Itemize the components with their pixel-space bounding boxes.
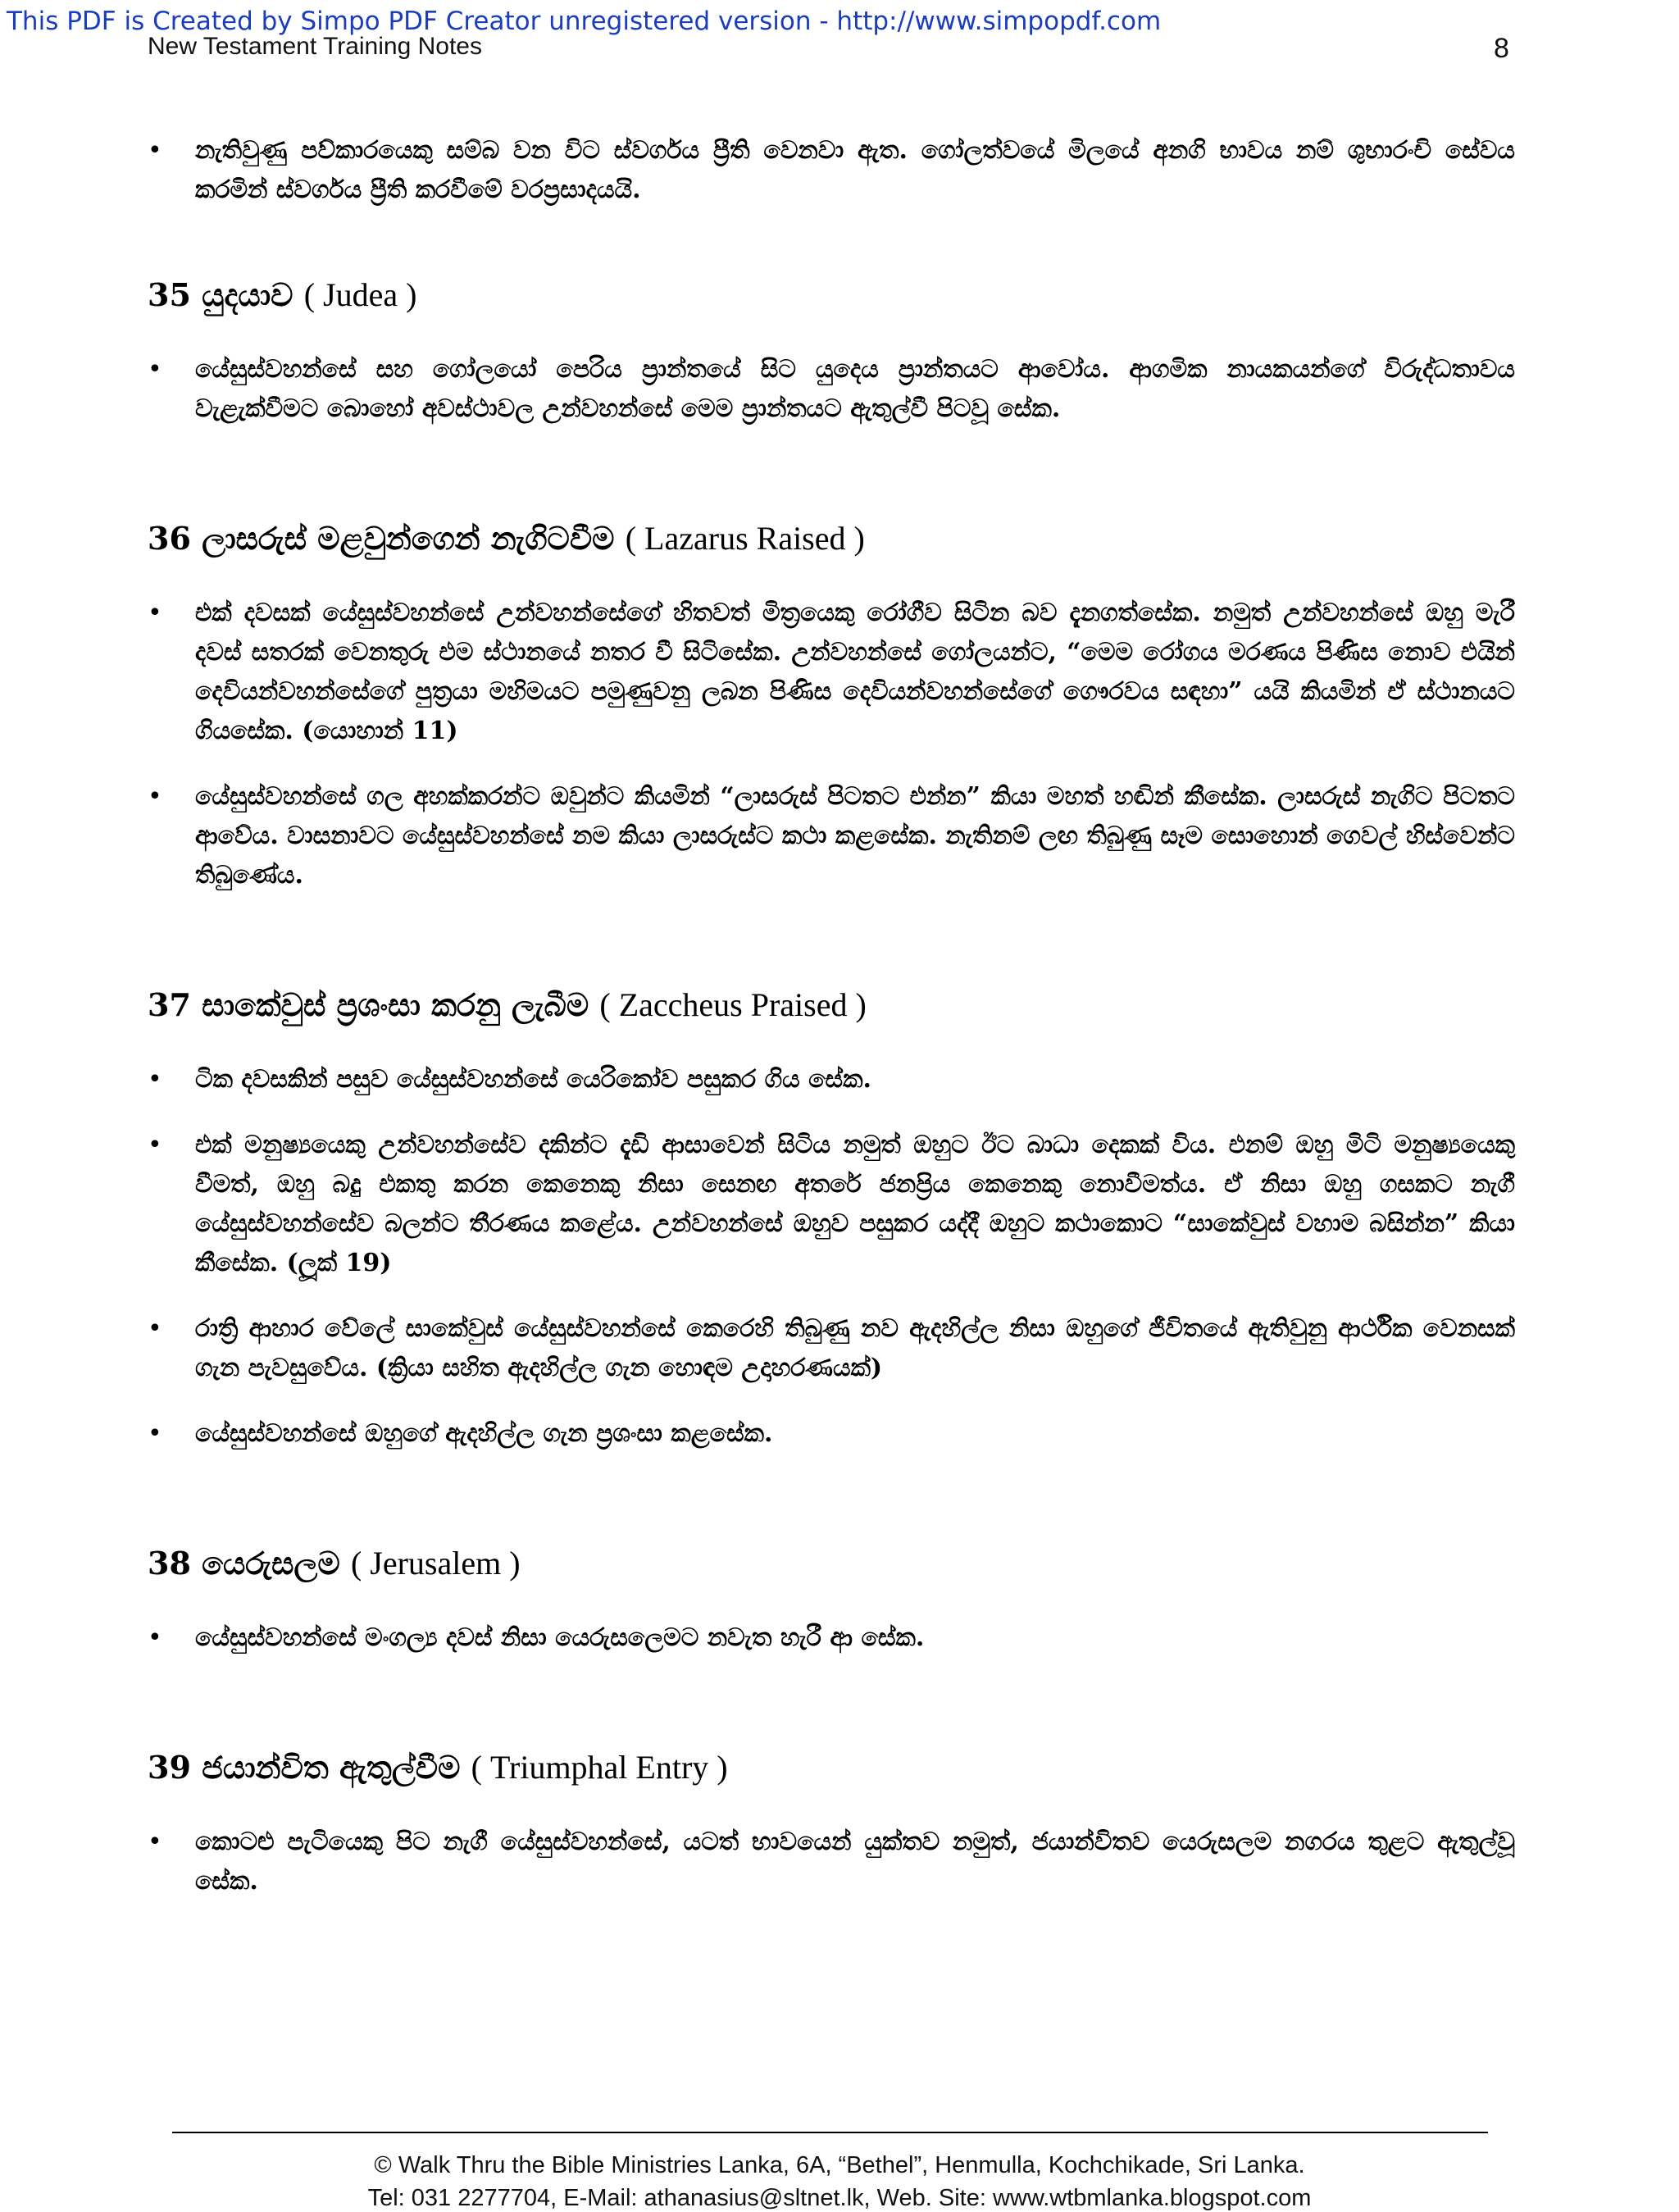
bullet-dot: • — [148, 1623, 162, 1652]
footer-divider — [172, 2132, 1488, 2133]
bullet-dot: • — [148, 599, 162, 627]
running-header-title: New Testament Training Notes — [148, 33, 482, 60]
bullet-text: එක් මනුෂ්‍යයෙකු උන්වහන්සේව දකින්ට දැඩි ආසාවෙන් සිටිය නමුත් ඔහුට ඊට බාධා දෙකක් විය. එනම් ඔහු මිටි මනුෂ්‍යයෙකු වීමත්, ඔහු බදු එකතු කරන කෙනෙකු නිසා සෙනඟ අතරේ ජනප්‍රිය කෙනෙකු නොවීමත්ය. ඒ නිසා ඔහු ගසකට නැගී යේසුස්වහන්සේව බලන්ට තීරණය කළේය. උන්වහන්සේ ඔහුව පසුකර යද්දී ඔහුට කථාකොට “සාකේවුස් වහාම බසින්න” කියා කීසේක. (ලූක් 19) — [195, 1131, 1515, 1277]
section-36-bullet — [148, 594, 1515, 751]
bullet-text: යේසුස්වහන්සේ ගල අහක්කරන්ට ඔවුන්ට කියමින් “ලාසරුස් පිටතට එන්න” කියා මහත් හඬින් කීසේක. ලාසරුස් නැගිට පිටතට ආවේය. වාසනාවට යේසුස්වහන්සේ නම කියා ලාසරුස්ට කථා කළසේක. නැතිනම් ලඟ තිබුණු සෑම සොහොන් ගෙවල් හිස්වෙන්ට තිබුණේය. — [195, 782, 1515, 890]
bullet-text: යේසුස්වහන්සේ සහ ගෝලයෝ පෙරිය ප්‍රාන්තයේ සිට යුදෙය ප්‍රාන්තයට ආවෝය. ආගමික නායකයන්ගේ විරුද්ධතාවය වැළැක්වීමට බොහෝ අවස්ථාවල උන්වහන්සේ මෙම ප්‍රාන්තයට ඇතුල්වී පිටවූ සේක. — [195, 355, 1515, 423]
bullet-dot: • — [148, 1065, 162, 1094]
bullet-dot: • — [148, 1419, 162, 1448]
intro-bullet — [148, 131, 1515, 210]
section-heading-37: 37 සාකේවුස් ප්‍රශංසා කරනු ලැබීම ( Zaccheus Praised ) — [148, 986, 867, 1023]
footer-copyright: © Walk Thru the Bible Ministries Lanka, 6A, “Bethel”, Henmulla, Kochchikade, Sri Lanka. — [374, 2152, 1305, 2178]
section-heading-36: 36 ලාසරුස් මළවුන්ගෙන් නැගිටවීම ( Lazarus Raised ) — [148, 520, 865, 557]
section-35-bullet — [148, 350, 1515, 429]
section-heading-35: 35 යුදයාව ( Judea ) — [148, 276, 417, 313]
footer-contact: Tel: 031 2277704, E-Mail: athanasius@sltnet.lk, Web. Site: www.wtbmlanka.blogspot.com — [367, 2185, 1312, 2211]
section-36-bullet — [148, 777, 1515, 895]
bullet-text: එක් දවසක් යේසුස්වහන්සේ උන්වහන්සේගේ හිතවත් මිත්‍රයෙකු රෝගීව සිටින බව දැනගත්සේක. නමුත් උන්වහන්සේ ඔහු මැරී දවස් සතරක් වෙනතුරු එම ස්ථානයේ නතර වී සිටිසේක. උන්වහන්සේ ගෝලයන්ට, “මෙම රෝගය මරණය පිණිස නොව එයින් දෙවියන්වහන්සේගේ පුත්‍රයා මහිමයට පමුණුවනු ලබන පිණිස දෙවියන්වහන්සේගේ ගෞරවය සඳහා” යයි කියමින් ඒ ස්ථානයට ගියසේක. (යොහාන් 11) — [195, 599, 1515, 745]
section-heading-38: 38 යෙරුසලම ( Jerusalem ) — [148, 1545, 521, 1582]
bullet-text: රාත්‍රි ආහාර වේලේ සාකේවුස් යේසුස්වහන්සේ කෙරෙහි තිබුණු නව ඇදහිල්ල නිසා ඔහුගේ ජීවිතයේ ඇතිවුනු ආර්ථික වෙනසක් ගැන පැවසුවේය. (ක්‍රියා සහිත ඇදහිල්ල ගැන හොඳම උදාහරණයක්) — [195, 1314, 1515, 1382]
bullet-dot: • — [148, 1131, 162, 1159]
bullet-text: නැතිවුණු පව්කාරයෙකු සම්බ වන විට ස්වර්ගය ප්‍රීති වෙනවා ඇත. ගෝලත්වයේ මිලයේ අනගි භාවය නම් ශුභාරංචි සේවය කරමින් ස්වර්ගය ප්‍රීති කරවීමේ වරප්‍රසාදයයි. — [195, 136, 1515, 204]
section-39-bullet — [148, 1823, 1515, 1901]
bullet-dot: • — [148, 136, 162, 165]
section-38-bullet — [148, 1618, 1515, 1658]
bullet-text: කොටළු පැටියෙකු පිට නැගී යේසුස්වහන්සේ, යටත් භාවයෙන් යුක්තව නමුත්, ජයාන්විතව යෙරුසලම නගරය තුළට ඇතුල්වූ සේක. — [195, 1827, 1515, 1896]
pdf-creator-watermark: This PDF is Created by Simpo PDF Creator unregistered version - http://www.simpopdf.com — [7, 7, 1162, 36]
section-heading-39: 39 ජයාන්විත ඇතුල්වීම ( Triumphal Entry ) — [148, 1749, 728, 1786]
section-37-bullet — [148, 1414, 1515, 1454]
bullet-text: ටික දවසකින් පසුව යේසුස්වහන්සේ යෙරිකෝව පසුකර ගිය සේක. — [195, 1065, 871, 1094]
page-number: 8 — [1494, 33, 1509, 64]
section-37-bullet — [148, 1060, 1515, 1099]
bullet-dot: • — [148, 355, 162, 384]
section-37-bullet — [148, 1309, 1515, 1388]
bullet-dot: • — [148, 1827, 162, 1856]
section-37-bullet — [148, 1126, 1515, 1283]
bullet-dot: • — [148, 782, 162, 811]
bullet-text: යේසුස්වහන්සේ ඔහුගේ ඇදහිල්ල ගැන ප්‍රශංසා කළසේක. — [195, 1419, 773, 1448]
bullet-dot: • — [148, 1314, 162, 1343]
bullet-text: යේසුස්වහන්සේ මංගල්‍ය දවස් නිසා යෙරුසලෙමට නවැත හැරී ආ සේක. — [195, 1623, 925, 1652]
page-body — [148, 131, 1515, 1928]
